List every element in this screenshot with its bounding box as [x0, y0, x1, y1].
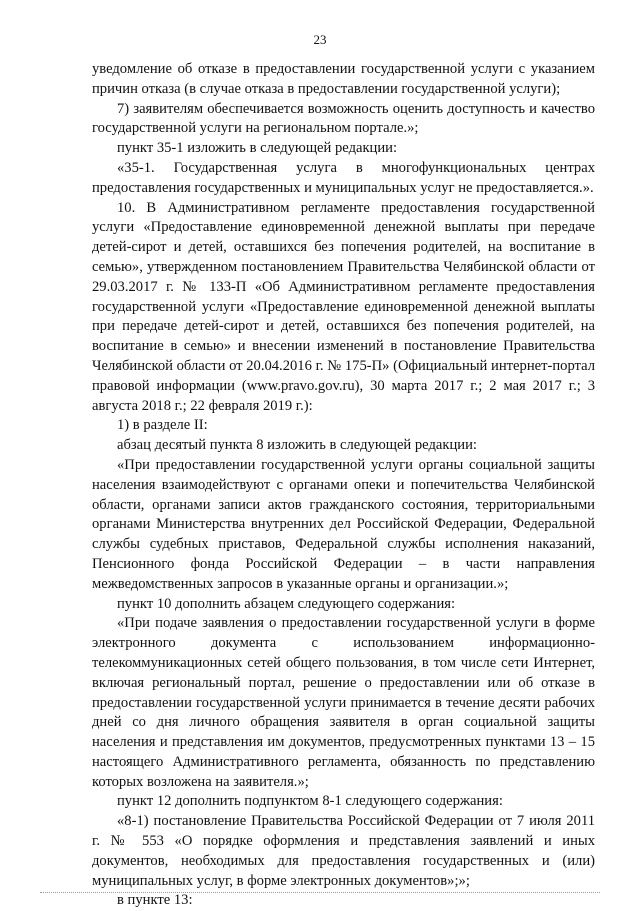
paragraph: пункт 10 дополнить абзацем следующего содержания: [117, 595, 456, 612]
paragraph: пункт 12 дополнить подпунктом 8-1 следующего содержания: [117, 793, 503, 810]
paragraph: «При подаче заявления о предоставлении государственной услуги в форме электронного документа с использованием информационно-телекоммуникационных сетей общего пользования, в том числе сети Интернет, включая региональный портал, решение о предоставлении или об отказе в предоставлении государственной услуги принимается в течение десяти рабочих дней со дня личного обращения заявителя в орган социальной защиты населения и представления им документов, предусмотренных пунктами 13 – 15 настоящего Административного регламента, обязанность по представлению которых возложена на заявителя.»; [92, 615, 595, 790]
paragraph: 10. В Административном регламенте предоставления государственной услуги «Предоставление единовременной денежной выплаты при передаче детей-сирот и детей, оставшихся без попечения родителей, на воспитание в семью», утвержденном постановлением Правительства Челябинской области от 29.03.2017 г. № 133-П «Об Административном регламенте предоставления государственной услуги «Предоставление единовременной денежной выплаты при передаче детей-сирот и детей, оставшихся без попечения родителей, на воспитание в семью» и внесении изменений в постановление Правительства Челябинской области от 20.04.2016 г. № 175-П» (Официальный интернет-портал правовой информации (www.pravo.gov.ru), 30 марта 2017 г.; 2 мая 2017 г.; 3 августа 2018 г.; 22 февраля 2019 г.): [92, 199, 595, 414]
paragraph: уведомление об отказе в предоставлении государственной услуги с указанием причин отказа (в случае отказа в предоставлении государственной услуги); [92, 61, 595, 97]
footer-divider [40, 892, 600, 893]
paragraph: абзац десятый пункта 8 изложить в следующей редакции: [117, 437, 477, 454]
paragraph: в пункте 13: [117, 892, 193, 909]
document-body [92, 60, 595, 911]
page-number: 23 [313, 32, 327, 47]
paragraph: «35-1. Государственная услуга в многофункциональных центрах предоставления государственных и муниципальных услуг не предоставляется.». [92, 159, 595, 196]
paragraph: 7) заявителям обеспечивается возможность оценить доступность и качество государственной услуги на региональном портале.»; [92, 100, 595, 137]
paragraph: «8-1) постановление Правительства Российской Федерации от 7 июля 2011 г. № 553 «О порядке оформления и представления заявлений и иных документов, необходимых для предоставления государственных и (или) муниципальных услуг, в форме электронных документов»;»; [92, 813, 595, 889]
paragraph: «При предоставлении государственной услуги органы социальной защиты населения взаимодействуют с органами опеки и попечительства Челябинской области, органами записи актов гражданского состояния, территориальными органами Министерства внутренних дел Российской Федерации, Федеральной службы судебных приставов, Федеральной службы исполнения наказаний, Пенсионного фонда Российской Федерации – в части направления межведомственных запросов в указанные органы и организации.»; [92, 456, 595, 592]
paragraph: 1) в разделе II: [117, 417, 208, 434]
paragraph: пункт 35-1 изложить в следующей редакции: [117, 140, 398, 157]
